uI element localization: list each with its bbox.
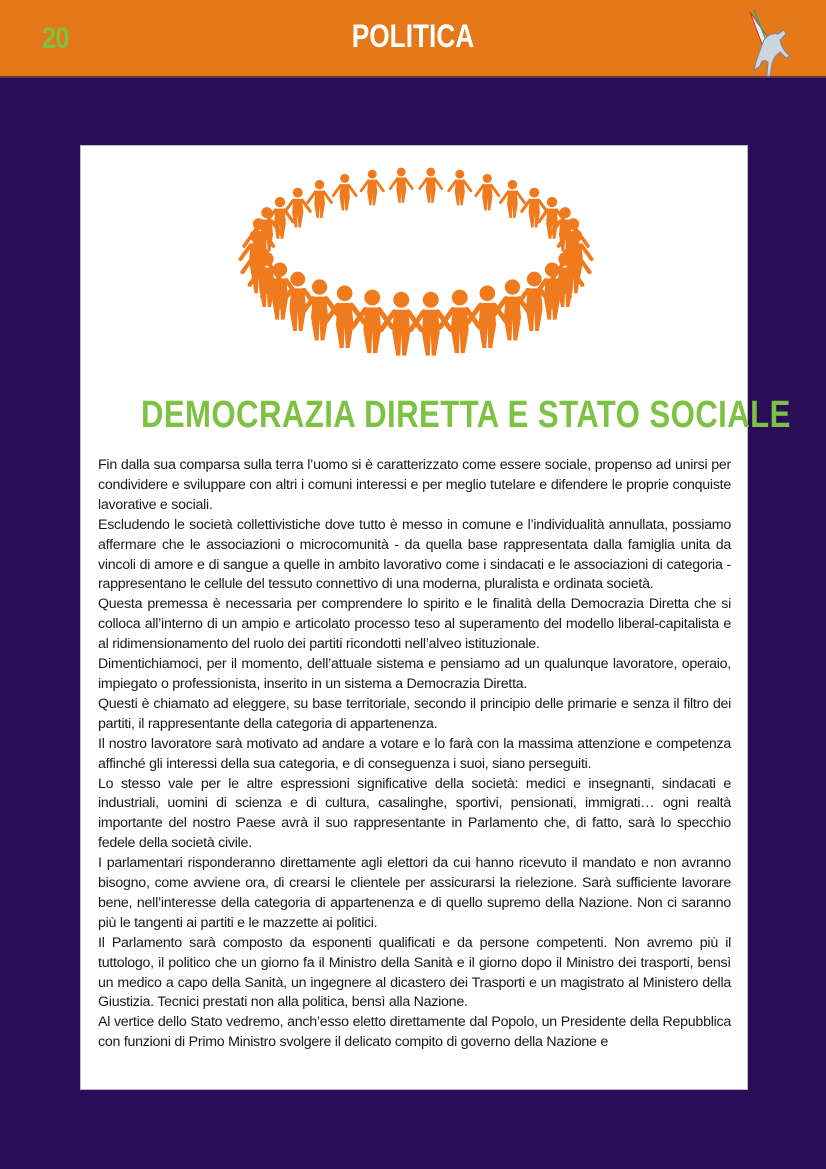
article-paragraph: Lo stesso vale per le altre espressioni significative della società: medici e insegnanti, sindacati e industriali, uomini di scienza e di cultura, casalinghe, sportivi, pensionati, immigrati… ogni realtà importante del nostro Paese avrà il suo rappresentante in Parlamento che, di fatto, sarà lo specchio fedele della società civile. xyxy=(98,775,731,852)
person-figure xyxy=(285,188,310,228)
person-figure xyxy=(381,292,421,356)
article-body xyxy=(98,456,731,1053)
article-paragraph: I parlamentari risponderanno direttamente agli elettori da cui hanno ricevuto il mandato e non avranno bisogno, come avviene ora, di crearsi le clientele per assicurarsi la rielezione. Sarà sufficiente lavorare bene, nell’interesse della categoria di appartenenza e di quello supremo della Nazione. Non ci saranno più le tangenti ai partiti e le mazzette ai politici. xyxy=(98,855,731,931)
section-title: POLITICA xyxy=(351,18,475,54)
person-figure xyxy=(390,168,412,203)
article-paragraph: Fin dalla sua comparsa sulla terra l’uomo si è caratterizzato come essere sociale, propenso ad unirsi per condividere e sviluppare con altri i comuni interessi e per meglio tutelare e difendere le proprie conquiste lavorative e sociali. xyxy=(98,457,731,513)
person-figure xyxy=(522,188,547,228)
person-figure xyxy=(476,174,499,211)
page-header xyxy=(0,0,826,78)
article-paragraph: Escludendo le società collettivistiche dove tutto è messo in comune e l’individualità annullata, possiamo affermare che le associazioni o microcomunità - da quella base rappresentata dalla famiglia unita da vincoli di amore e di sangue a quelle in ambito lavorativo come i sindacati e le associazioni di categoria - rappresentano le cellule del tessuto connettivo di una moderna, pluralista e ordinata società. xyxy=(98,516,731,593)
article-paragraph: Il Parlamento sarà composto da esponenti qualificati e da persone competenti. Non avremo più il tuttologo, il politico che un giorno fa il Ministro della Sanità e il giorno dopo il Ministro dei trasporti, bensì un medico a capo della Sanità, un ingegnere al dicastero dei Trasporti e un magistrato al Ministero della Giustizia. Tecnici prestati non alla politica, bensì alla Nazione. xyxy=(98,934,731,1011)
article-title: DEMOCRAZIA DIRETTA E STATO SOCIALE xyxy=(140,394,791,436)
article-paragraph: Questa premessa è necessaria per comprendere lo spirito e le finalità della Democrazia Diretta che si colloca all’interno di un ampio e articolato processo teso al superamento del modello liberal-capitalista e al ridimensionamento del ruolo dei partiti ricondotti nell’alveo istituzionale. xyxy=(98,596,731,653)
article-card xyxy=(80,145,791,1090)
person-figure xyxy=(449,170,471,206)
person-figure xyxy=(361,170,383,206)
article-paragraph: Dimentichiamoci, per il momento, dell’attuale sistema e pensiamo ad un qualunque lavoratore, operaio, impiegato o professionista, inserito in un sistema a Democrazia Diretta. xyxy=(98,656,731,692)
article-paragraph: Il nostro lavoratore sarà motivato ad andare a votare e lo farà con la massima attenzione e competenza affinché gli interessi della sua categoria, e di conseguenza i suoi, siano perseguiti. xyxy=(98,735,731,772)
person-figure xyxy=(420,168,442,203)
article-paragraph: Al vertice dello Stato vedremo, anch’esso eletto direttamente dal Popolo, un Presidente della Repubblica con funzioni di Primo Ministro svolgere il delicato compito di governo della Nazione e xyxy=(98,1014,731,1051)
pegasus-logo-icon xyxy=(740,4,800,78)
person-figure xyxy=(333,174,356,211)
people-circle-illustration xyxy=(226,161,606,376)
page-number: 20 xyxy=(42,22,69,55)
article-paragraph: Questi è chiamato ad eleggere, su base territoriale, secondo il principio delle primarie e senza il filtro dei partiti, il rappresentante della categoria di appartenenza. xyxy=(98,695,731,732)
